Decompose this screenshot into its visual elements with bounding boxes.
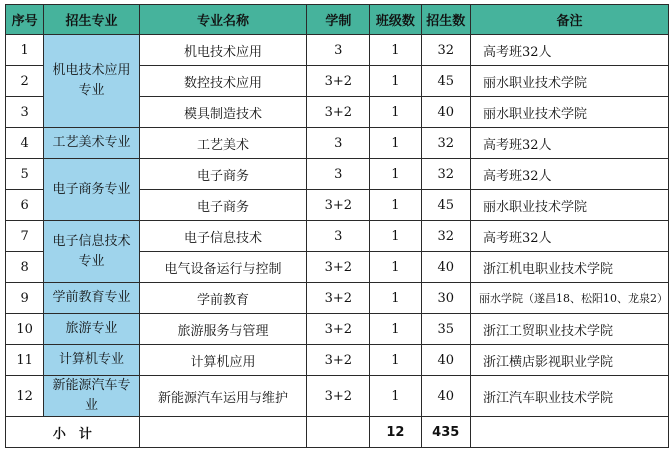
table-row (6, 159, 669, 190)
table-row (6, 345, 669, 376)
total-enroll: 435 (421, 417, 470, 448)
major-cell: 电子信息技术 (139, 221, 307, 252)
note-cell: 高考班32人 (470, 128, 668, 159)
major-cell: 学前教育 (139, 283, 307, 314)
note-cell: 丽水学院（遂昌18、松阳10、龙泉2） (470, 283, 668, 314)
enroll-cell: 40 (421, 345, 470, 376)
classes-cell: 1 (370, 314, 421, 345)
major-cell: 机电技术应用 (139, 35, 307, 66)
major-cell: 模具制造技术 (139, 97, 307, 128)
total-empty-cell (139, 417, 307, 448)
note-cell: 浙江工贸职业技术学院 (470, 314, 668, 345)
seq-cell: 3 (6, 97, 44, 128)
category-cell-computer: 计算机专业 (44, 345, 139, 376)
table-row (6, 283, 669, 314)
classes-cell: 1 (370, 128, 421, 159)
seq-cell: 9 (6, 283, 44, 314)
length-cell: 3+2 (307, 345, 370, 376)
total-empty-cell (307, 417, 370, 448)
header-seq: 序号 (6, 5, 44, 35)
category-label-line2: 专业 (78, 253, 105, 269)
category-cell-preschool: 学前教育专业 (44, 283, 139, 314)
major-cell: 电子商务 (139, 159, 307, 190)
enroll-cell: 45 (421, 190, 470, 221)
length-cell: 3+2 (307, 283, 370, 314)
header-length: 学制 (307, 5, 370, 35)
seq-cell: 2 (6, 66, 44, 97)
category-label-line2: 专业 (78, 83, 105, 98)
category-label-line1: 电子信息技术 (52, 233, 131, 249)
length-cell: 3 (307, 35, 370, 66)
category-cell-ecommerce: 电子商务专业 (44, 159, 139, 221)
header-note: 备注 (470, 5, 668, 35)
length-cell: 3+2 (307, 97, 370, 128)
enroll-cell: 40 (421, 376, 470, 417)
classes-cell: 1 (370, 97, 421, 128)
header-major: 专业名称 (139, 5, 307, 35)
category-cell-new-energy-vehicle: 新能源汽车专业 (44, 376, 139, 417)
note-cell: 高考班32人 (470, 159, 668, 190)
major-cell: 数控技术应用 (139, 66, 307, 97)
classes-cell: 1 (370, 221, 421, 252)
major-cell: 新能源汽车运用与维护 (139, 376, 307, 417)
enroll-cell: 32 (421, 35, 470, 66)
seq-cell: 7 (6, 221, 44, 252)
length-cell: 3+2 (307, 314, 370, 345)
classes-cell: 1 (370, 252, 421, 283)
enroll-cell: 40 (421, 252, 470, 283)
table-row (6, 314, 669, 345)
major-cell: 工艺美术 (139, 128, 307, 159)
major-cell: 旅游服务与管理 (139, 314, 307, 345)
seq-cell: 4 (6, 128, 44, 159)
length-cell: 3+2 (307, 66, 370, 97)
enroll-cell: 32 (421, 128, 470, 159)
seq-cell: 11 (6, 345, 44, 376)
note-cell: 丽水职业技术学院 (470, 66, 668, 97)
classes-cell: 1 (370, 376, 421, 417)
length-cell: 3+2 (307, 376, 370, 417)
seq-cell: 6 (6, 190, 44, 221)
note-cell: 高考班32人 (470, 221, 668, 252)
seq-cell: 8 (6, 252, 44, 283)
header-enroll: 招生数 (421, 5, 470, 35)
total-classes: 12 (370, 417, 421, 448)
header-category: 招生专业 (44, 5, 139, 35)
enroll-cell: 32 (421, 159, 470, 190)
category-cell-electronics (44, 221, 139, 283)
seq-cell: 10 (6, 314, 44, 345)
header-classes: 班级数 (370, 5, 421, 35)
major-cell: 电气设备运行与控制 (139, 252, 307, 283)
seq-cell: 5 (6, 159, 44, 190)
seq-cell: 12 (6, 376, 44, 417)
note-cell: 丽水职业技术学院 (470, 97, 668, 128)
enroll-cell: 35 (421, 314, 470, 345)
total-row (6, 417, 669, 448)
classes-cell: 1 (370, 35, 421, 66)
length-cell: 3 (307, 159, 370, 190)
total-empty-cell (470, 417, 668, 448)
classes-cell: 1 (370, 283, 421, 314)
classes-cell: 1 (370, 190, 421, 221)
table-row (6, 221, 669, 252)
enroll-cell: 30 (421, 283, 470, 314)
length-cell: 3+2 (307, 252, 370, 283)
classes-cell: 1 (370, 345, 421, 376)
enroll-cell: 32 (421, 221, 470, 252)
major-cell: 电子商务 (139, 190, 307, 221)
category-cell-arts: 工艺美术专业 (44, 128, 139, 159)
enrollment-table (5, 4, 669, 448)
category-label-line1: 机电技术应用 (52, 63, 131, 78)
header-row (6, 5, 669, 35)
length-cell: 3 (307, 221, 370, 252)
enroll-cell: 45 (421, 66, 470, 97)
length-cell: 3+2 (307, 190, 370, 221)
classes-cell: 1 (370, 159, 421, 190)
seq-cell: 1 (6, 35, 44, 66)
note-cell: 浙江横店影视职业学院 (470, 345, 668, 376)
table-row (6, 376, 669, 417)
note-cell: 高考班32人 (470, 35, 668, 66)
note-cell: 浙江汽车职业技术学院 (470, 376, 668, 417)
note-cell: 浙江机电职业技术学院 (470, 252, 668, 283)
length-cell: 3 (307, 128, 370, 159)
note-cell: 丽水职业技术学院 (470, 190, 668, 221)
major-cell: 计算机应用 (139, 345, 307, 376)
enroll-cell: 40 (421, 97, 470, 128)
category-cell-mechatronics (44, 35, 139, 128)
classes-cell: 1 (370, 66, 421, 97)
category-cell-tourism: 旅游专业 (44, 314, 139, 345)
table-row (6, 128, 669, 159)
total-label: 小 计 (6, 417, 140, 448)
table-row (6, 35, 669, 66)
